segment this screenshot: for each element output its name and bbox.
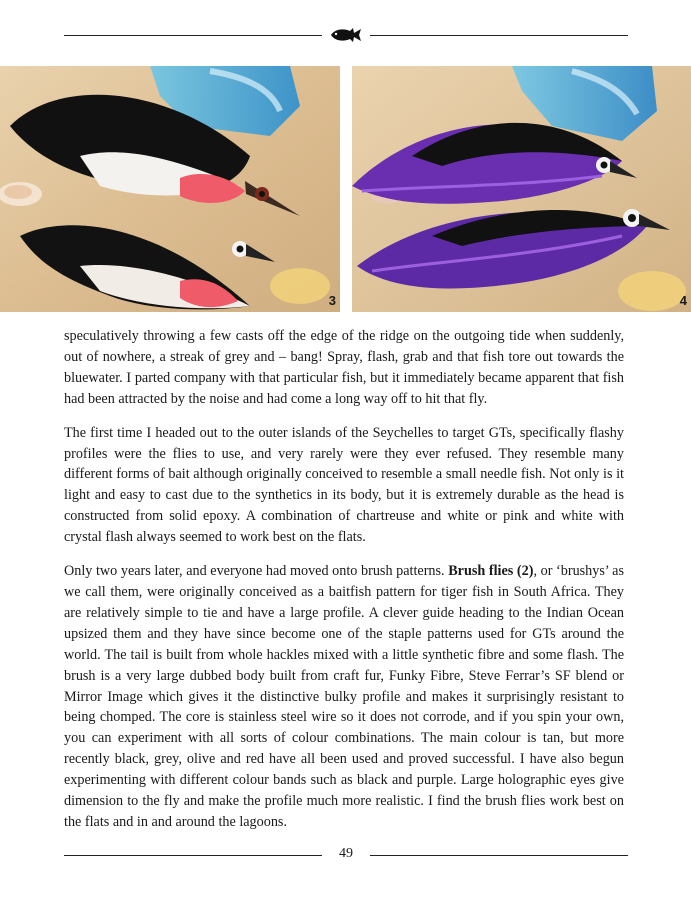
photo-number: 4 (679, 293, 687, 308)
header-rule-left (64, 35, 322, 36)
article-body (64, 326, 624, 846)
paragraph-rest: , or ‘brushys’ as we call them, were originally conceived as a baitfish pattern for tiger fish in South Africa. They are relatively simple to tie and have a large profile. A clever guide heading to the Indian Ocean upsized them and they have since become one of the staple patterns used for GTs around the world. The tail is built from whole hackles mixed with a little synthetic fibre and some flash. The brush is a very large dubbed body built from craft fur, Funky Fibre, Steve Ferrar’s SF blend or Mirror Image which gives it the distinctive bulky profile and makes it surprisingly resistant to being chomped. The core is stainless steel wire so it does not corrode, and if you spin your own, you can experiment with all sorts of colour combinations. The main colour is tan, but more recently black, grey, olive and red have all been used and proved successful. I have also begun experimenting with different colour bands such as black and purple. Large holographic eyes give dimension to the fly and make the profile much more realistic. I find the brush flies work best on the flats and in and around the lagoons. (64, 563, 624, 830)
fish-icon (328, 26, 364, 44)
paragraph: The first time I headed out to the outer islands of the Seychelles to target GTs, specifically flashy profiles were the flies to use, and very rarely were they ever refused. They resemble many different forms of bait although originally conceived to resemble a small needle fish. Not only is it light and easy to cast due to the synthetics in its body, but it is extremely durable as the head is constructed from solid epoxy. A combination of chartreuse and white or pink and white with crystal flash always seemed to work best on the flats. (64, 424, 624, 546)
brush-flies-heading: Brush flies (2) (448, 563, 534, 580)
footer-rule-left (64, 855, 322, 856)
footer-rule-right (370, 855, 628, 856)
paragraph (64, 561, 624, 833)
photo-brush-flies-pink (0, 66, 340, 312)
header-rule-right (370, 35, 628, 36)
paragraph-lead: Only two years later, and everyone had moved onto brush patterns. (64, 563, 449, 580)
page-number: 49 (339, 846, 353, 861)
photo-brush-flies-purple (352, 66, 691, 312)
photo-number: 3 (328, 293, 336, 308)
paragraph: speculatively throwing a few casts off the edge of the ridge on the outgoing tide when suddenly, out of nowhere, a streak of grey and – bang! Spray, flash, grab and that fish tore out towards the bluewater. I parted company with that particular fish, but it immediately became apparent that fish had been attracted by the noise and had come a long way off to hit that fly. (64, 328, 624, 407)
